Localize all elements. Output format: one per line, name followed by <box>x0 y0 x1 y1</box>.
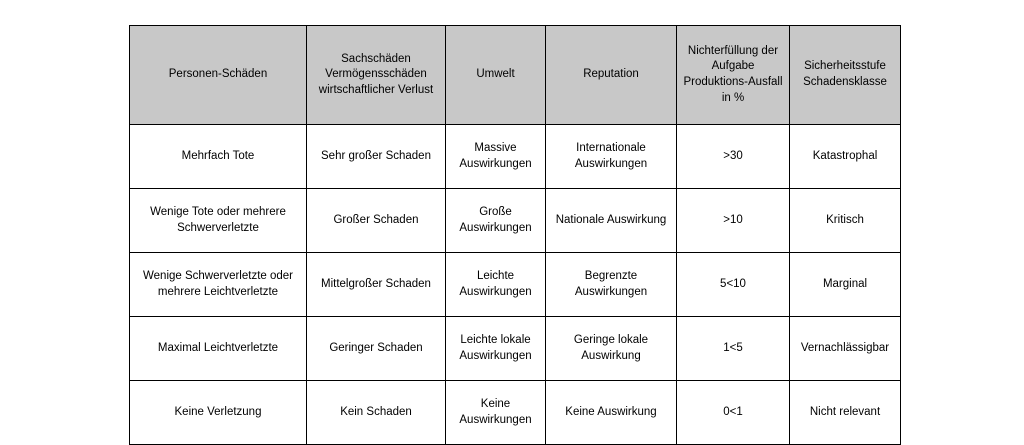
cell-umwelt: Keine Auswirkungen <box>446 381 546 445</box>
cell-stufe: Marginal <box>790 253 901 317</box>
cell-reputation: Geringe lokale Auswirkung <box>546 317 677 381</box>
table-row <box>130 125 901 189</box>
cell-personen: Maximal Leichtverletzte <box>130 317 307 381</box>
cell-umwelt: Massive Auswirkungen <box>446 125 546 189</box>
cell-umwelt: Große Auswirkungen <box>446 189 546 253</box>
table-header <box>130 26 901 125</box>
cell-sach: Kein Schaden <box>307 381 446 445</box>
table-row <box>130 189 901 253</box>
cell-stufe: Kritisch <box>790 189 901 253</box>
cell-umwelt: Leichte Auswirkungen <box>446 253 546 317</box>
cell-personen: Wenige Schwerverletzte oder mehrere Leichtverletzte <box>130 253 307 317</box>
cell-sach: Großer Schaden <box>307 189 446 253</box>
cell-umwelt: Leichte lokale Auswirkungen <box>446 317 546 381</box>
column-header-sicherheitsstufe: Sicherheitsstufe Schadensklasse <box>790 26 901 125</box>
cell-personen: Wenige Tote oder mehrere Schwerverletzte <box>130 189 307 253</box>
cell-stufe: Nicht relevant <box>790 381 901 445</box>
column-header-personen-schaeden: Personen-Schäden <box>130 26 307 125</box>
cell-ausfall: 5<10 <box>677 253 790 317</box>
risk-matrix-container <box>129 25 900 445</box>
cell-ausfall: 1<5 <box>677 317 790 381</box>
table-body <box>130 125 901 445</box>
cell-reputation: Begrenzte Auswirkungen <box>546 253 677 317</box>
cell-personen: Keine Verletzung <box>130 381 307 445</box>
column-header-sachschaeden: Sachschäden Vermögensschäden wirtschaftlicher Verlust <box>307 26 446 125</box>
table-row <box>130 253 901 317</box>
cell-stufe: Katastrophal <box>790 125 901 189</box>
cell-ausfall: >30 <box>677 125 790 189</box>
cell-ausfall: 0<1 <box>677 381 790 445</box>
cell-sach: Mittelgroßer Schaden <box>307 253 446 317</box>
cell-personen: Mehrfach Tote <box>130 125 307 189</box>
cell-stufe: Vernachlässigbar <box>790 317 901 381</box>
table-header-row <box>130 26 901 125</box>
cell-sach: Geringer Schaden <box>307 317 446 381</box>
risk-matrix-table <box>129 25 901 445</box>
cell-reputation: Nationale Auswirkung <box>546 189 677 253</box>
column-header-nichterfuellung: Nichterfüllung der Aufgabe Produktions-Ausfall in % <box>677 26 790 125</box>
table-row <box>130 317 901 381</box>
column-header-umwelt: Umwelt <box>446 26 546 125</box>
cell-ausfall: >10 <box>677 189 790 253</box>
cell-reputation: Internationale Auswirkungen <box>546 125 677 189</box>
cell-reputation: Keine Auswirkung <box>546 381 677 445</box>
column-header-reputation: Reputation <box>546 26 677 125</box>
cell-sach: Sehr großer Schaden <box>307 125 446 189</box>
